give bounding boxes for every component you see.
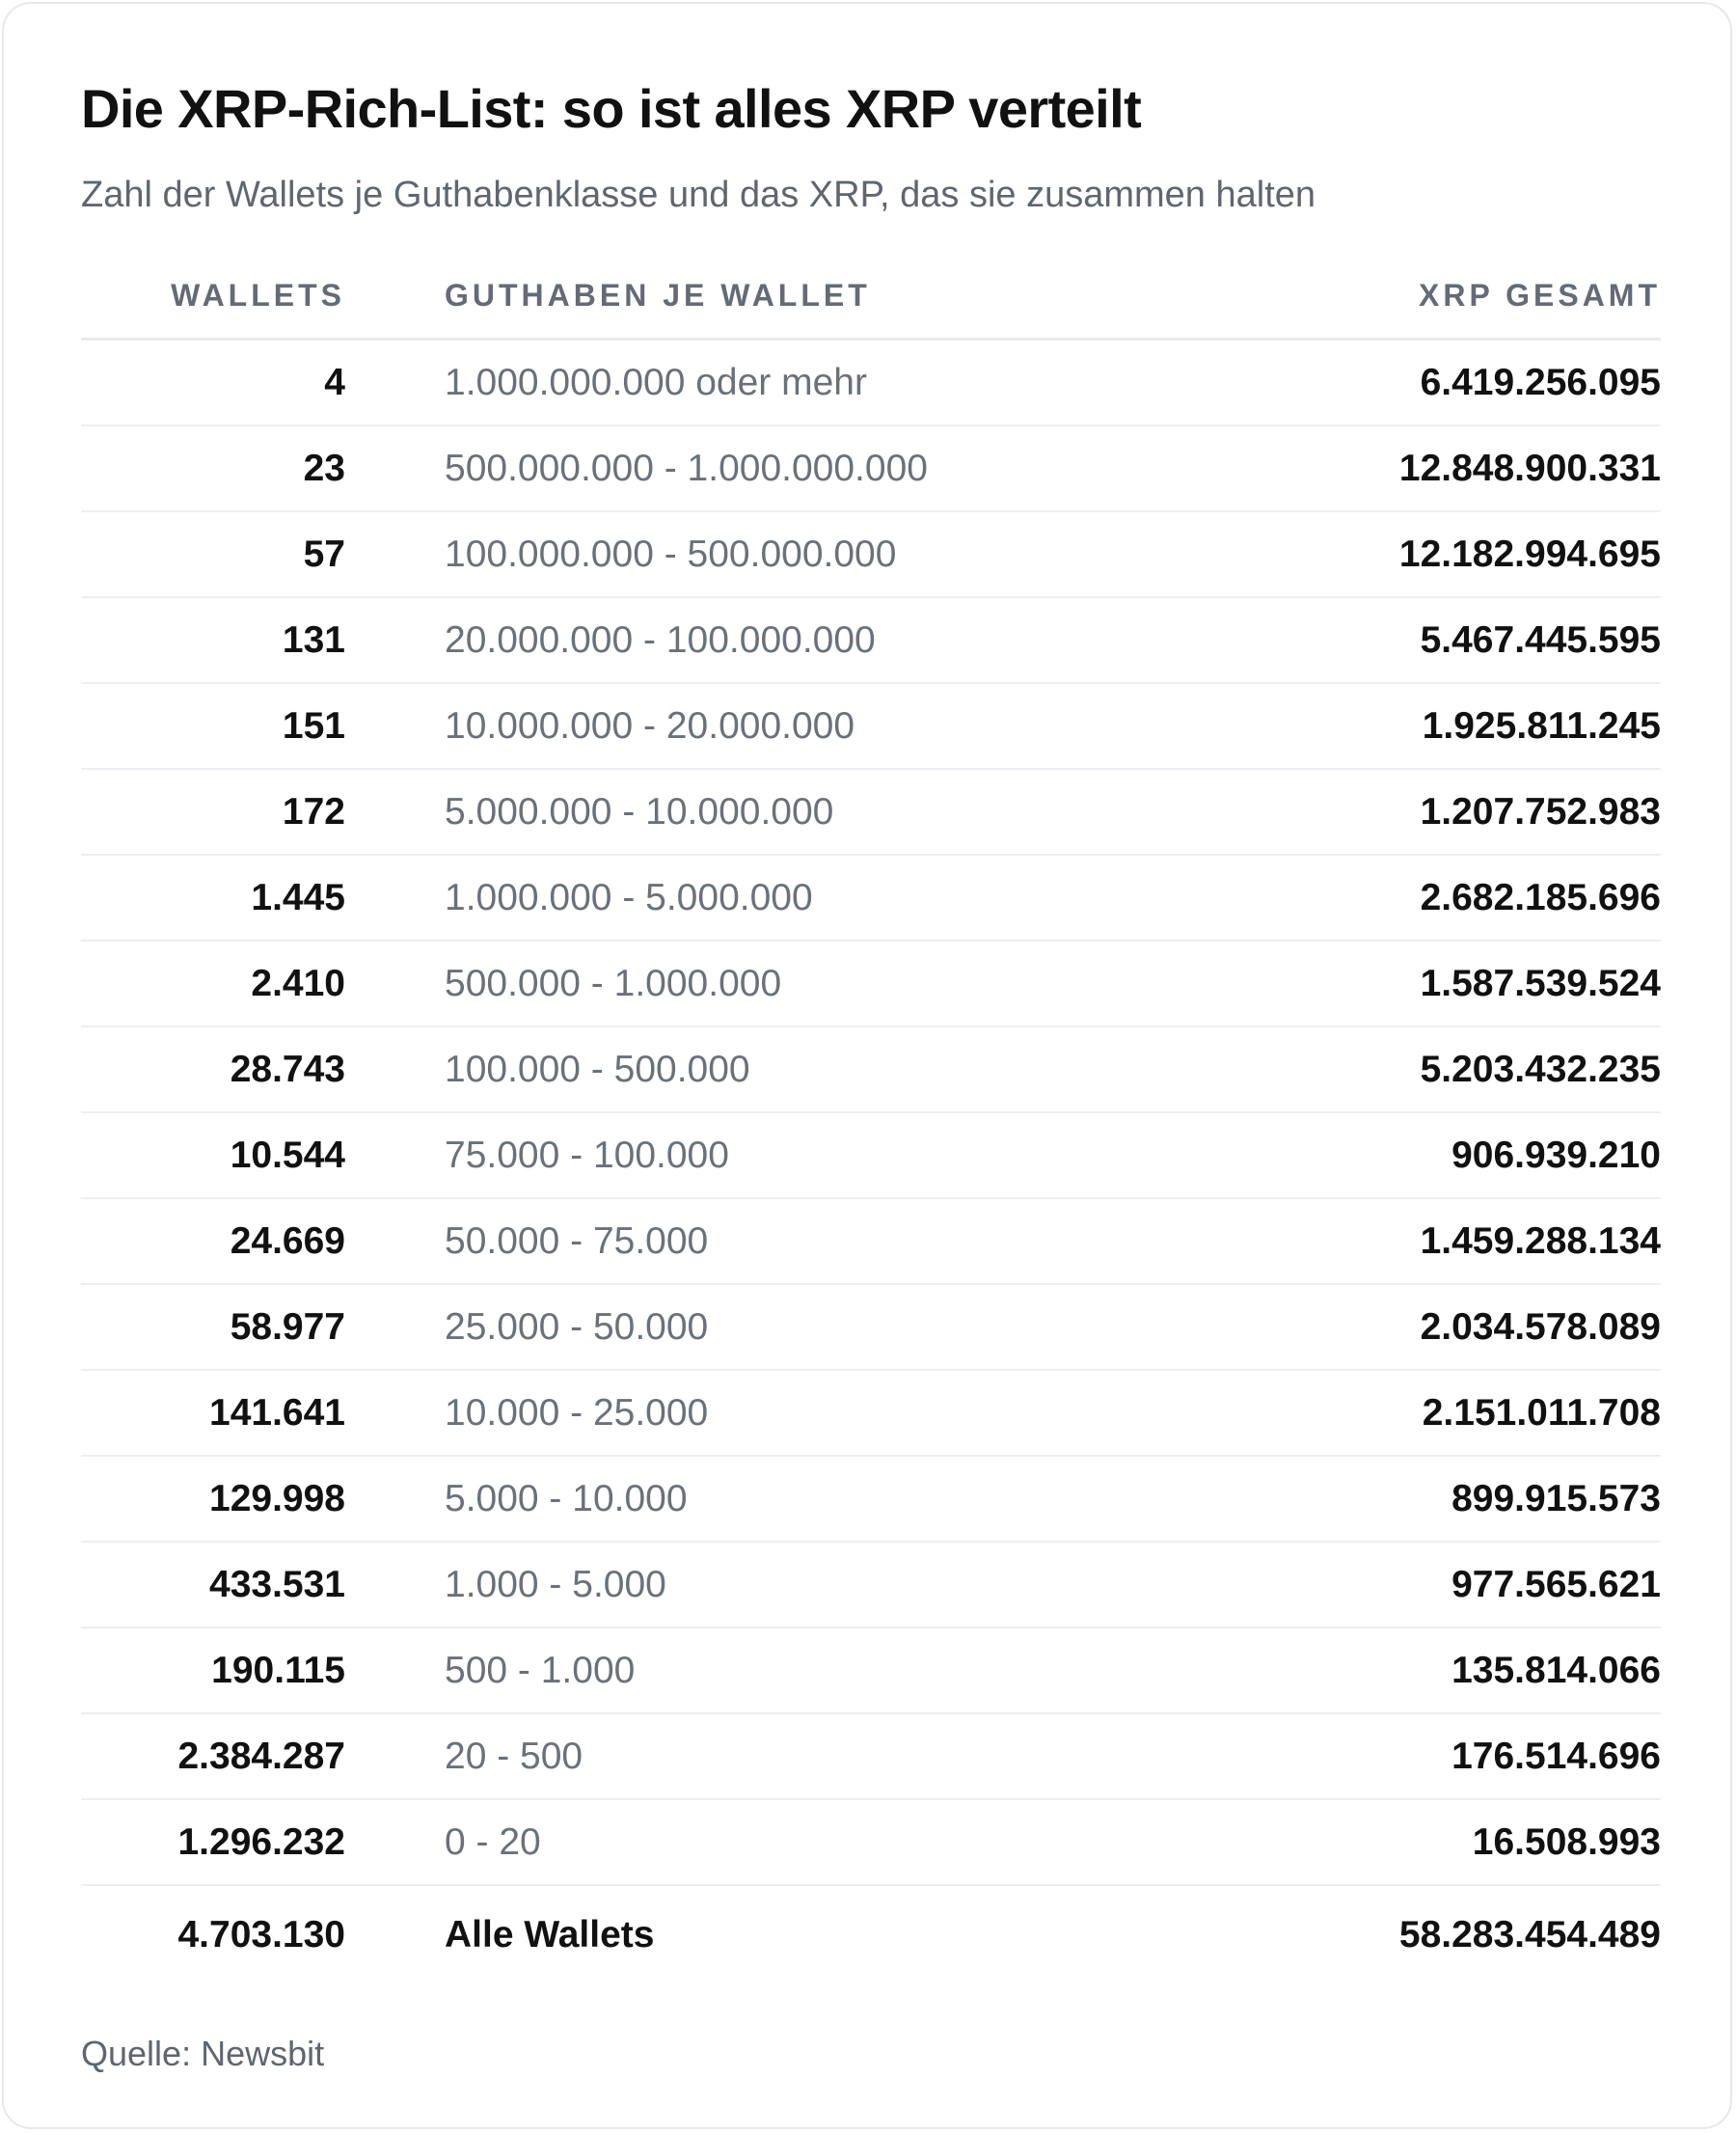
table-row bbox=[81, 425, 1661, 511]
balance-range-cell: 100.000 - 500.000 bbox=[445, 1026, 1234, 1112]
table-row bbox=[81, 1799, 1661, 1885]
table-row bbox=[81, 855, 1661, 941]
table-row bbox=[81, 1112, 1661, 1198]
table-row bbox=[81, 1713, 1661, 1799]
balance-range-cell: 1.000.000 - 5.000.000 bbox=[445, 855, 1234, 941]
xrp-total-cell: 2.682.185.696 bbox=[1234, 855, 1661, 941]
xrp-total-cell: 977.565.621 bbox=[1234, 1542, 1661, 1627]
wallet-count-cell: 57 bbox=[81, 511, 445, 597]
wallet-count-cell: 24.669 bbox=[81, 1198, 445, 1284]
table-row bbox=[81, 1026, 1661, 1112]
table-row bbox=[81, 1542, 1661, 1627]
xrp-total-cell: 5.467.445.595 bbox=[1234, 597, 1661, 683]
balance-range-cell: 100.000.000 - 500.000.000 bbox=[445, 511, 1234, 597]
wallet-count-cell: 58.977 bbox=[81, 1284, 445, 1370]
xrp-total-cell: 1.925.811.245 bbox=[1234, 683, 1661, 769]
wallet-count-cell: 2.384.287 bbox=[81, 1713, 445, 1799]
balance-range-cell: 25.000 - 50.000 bbox=[445, 1284, 1234, 1370]
source-note: Quelle: Newsbit bbox=[81, 2034, 325, 2073]
balance-range-cell: 1.000 - 5.000 bbox=[445, 1542, 1234, 1627]
column-header-range: GUTHABEN JE WALLET bbox=[445, 253, 1234, 340]
wallet-count-cell: 172 bbox=[81, 769, 445, 855]
column-header-xrp-total: XRP GESAMT bbox=[1234, 253, 1661, 340]
balance-range-cell: 500 - 1.000 bbox=[445, 1627, 1234, 1713]
table-row bbox=[81, 597, 1661, 683]
xrp-total-cell: 1.207.752.983 bbox=[1234, 769, 1661, 855]
rich-list-card bbox=[2, 2, 1732, 2129]
table-row bbox=[81, 340, 1661, 426]
header-row bbox=[81, 253, 1661, 340]
balance-range-cell: 10.000.000 - 20.000.000 bbox=[445, 683, 1234, 769]
wallet-count-cell: 129.998 bbox=[81, 1456, 445, 1542]
balance-range-cell: 500.000.000 - 1.000.000.000 bbox=[445, 425, 1234, 511]
column-header-wallets: WALLETS bbox=[81, 253, 445, 340]
xrp-total-cell: 6.419.256.095 bbox=[1234, 340, 1661, 426]
table-row bbox=[81, 1627, 1661, 1713]
wallet-count-cell: 190.115 bbox=[81, 1627, 445, 1713]
balance-range-cell: 5.000 - 10.000 bbox=[445, 1456, 1234, 1542]
xrp-total-cell: 135.814.066 bbox=[1234, 1627, 1661, 1713]
table-row bbox=[81, 1284, 1661, 1370]
wallet-count-cell: 10.544 bbox=[81, 1112, 445, 1198]
table-row bbox=[81, 1198, 1661, 1284]
balance-range-cell: 75.000 - 100.000 bbox=[445, 1112, 1234, 1198]
page-title: Die XRP-Rich-List: so ist alles XRP verteilt bbox=[81, 78, 1142, 139]
xrp-total-cell: 899.915.573 bbox=[1234, 1456, 1661, 1542]
page-subtitle: Zahl der Wallets je Guthabenklasse und das XRP, das sie zusammen halten bbox=[81, 175, 1316, 215]
wallet-count-cell: 1.445 bbox=[81, 855, 445, 941]
table-header bbox=[81, 253, 1661, 340]
balance-range-cell: 10.000 - 25.000 bbox=[445, 1370, 1234, 1456]
wallet-count-cell: 23 bbox=[81, 425, 445, 511]
wallet-count-cell: 131 bbox=[81, 597, 445, 683]
total-row bbox=[81, 1885, 1661, 1984]
balance-range-cell: 20.000.000 - 100.000.000 bbox=[445, 597, 1234, 683]
wallet-count-cell: 28.743 bbox=[81, 1026, 445, 1112]
table-row bbox=[81, 511, 1661, 597]
balance-range-cell: 50.000 - 75.000 bbox=[445, 1198, 1234, 1284]
wallet-count-cell: 433.531 bbox=[81, 1542, 445, 1627]
wallet-count-cell: 4 bbox=[81, 340, 445, 426]
table-body bbox=[81, 340, 1661, 1985]
xrp-total-cell: 2.151.011.708 bbox=[1234, 1370, 1661, 1456]
total-wallet-count-cell: 4.703.130 bbox=[177, 1914, 345, 1955]
xrp-total-cell: 906.939.210 bbox=[1234, 1112, 1661, 1198]
xrp-total-cell: 12.182.994.695 bbox=[1234, 511, 1661, 597]
table-row bbox=[81, 769, 1661, 855]
wallet-count-cell: 151 bbox=[81, 683, 445, 769]
table-row bbox=[81, 683, 1661, 769]
total-label-cell: Alle Wallets bbox=[445, 1914, 655, 1955]
balance-range-cell: 500.000 - 1.000.000 bbox=[445, 941, 1234, 1026]
xrp-total-cell: 5.203.432.235 bbox=[1234, 1026, 1661, 1112]
xrp-total-cell: 2.034.578.089 bbox=[1234, 1284, 1661, 1370]
rich-list-table bbox=[81, 253, 1661, 1984]
table-row bbox=[81, 1456, 1661, 1542]
balance-range-cell: 0 - 20 bbox=[445, 1799, 1234, 1885]
xrp-total-cell: 1.459.288.134 bbox=[1234, 1198, 1661, 1284]
balance-range-cell: 1.000.000.000 oder mehr bbox=[445, 340, 1234, 426]
balance-range-cell: 20 - 500 bbox=[445, 1713, 1234, 1799]
xrp-total-cell: 1.587.539.524 bbox=[1234, 941, 1661, 1026]
balance-range-cell: 5.000.000 - 10.000.000 bbox=[445, 769, 1234, 855]
table-row bbox=[81, 941, 1661, 1026]
xrp-total-cell: 16.508.993 bbox=[1234, 1799, 1661, 1885]
wallet-count-cell: 2.410 bbox=[81, 941, 445, 1026]
wallet-count-cell: 1.296.232 bbox=[81, 1799, 445, 1885]
total-xrp-cell: 58.283.454.489 bbox=[1398, 1914, 1661, 1955]
table-row bbox=[81, 1370, 1661, 1456]
xrp-total-cell: 176.514.696 bbox=[1234, 1713, 1661, 1799]
wallet-count-cell: 141.641 bbox=[81, 1370, 445, 1456]
xrp-total-cell: 12.848.900.331 bbox=[1234, 425, 1661, 511]
